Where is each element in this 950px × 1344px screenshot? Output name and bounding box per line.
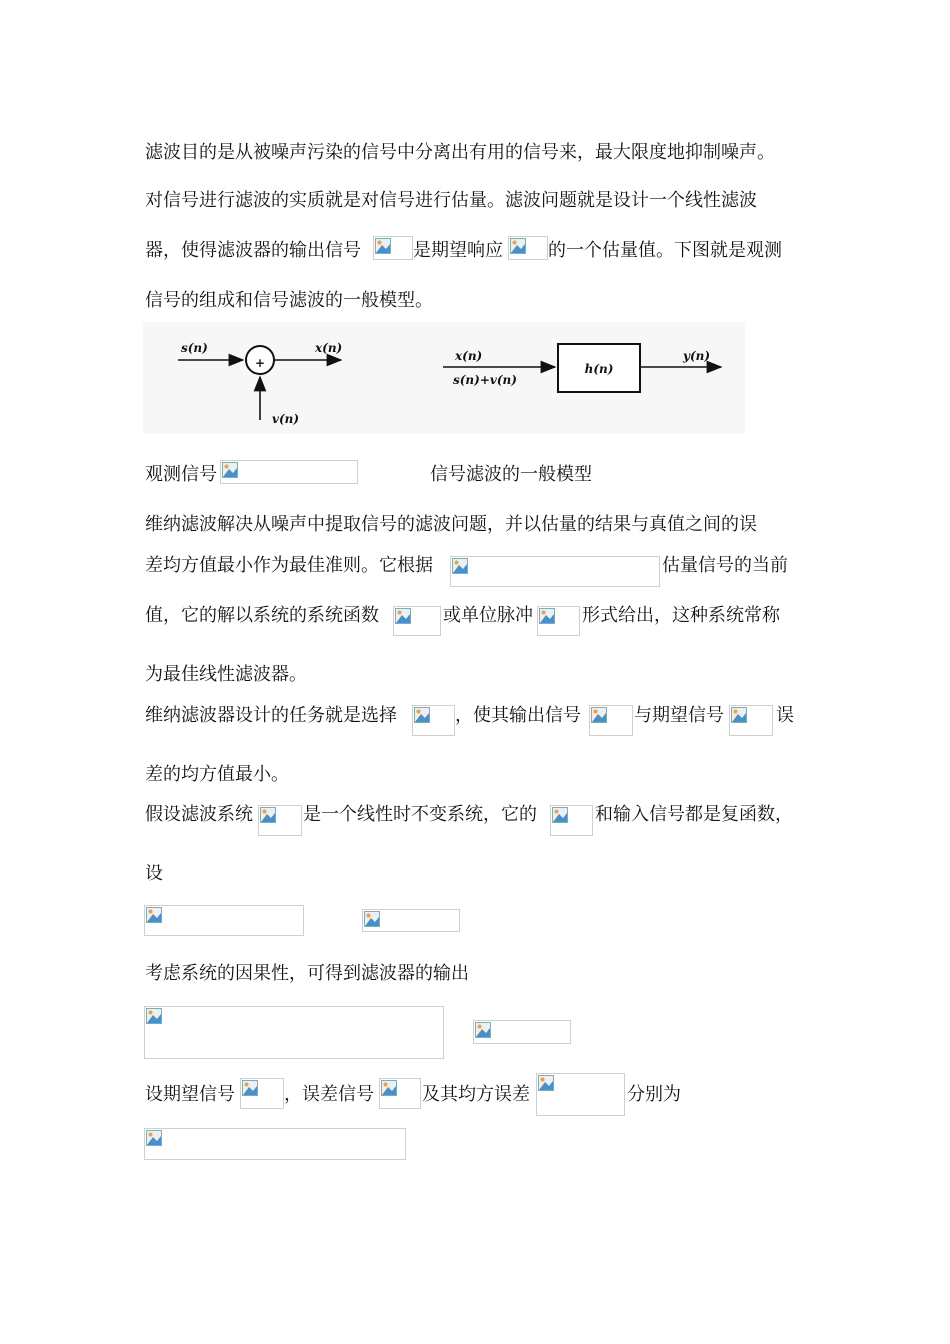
text-segment: 是期望响应 — [413, 240, 503, 261]
formula-image — [537, 606, 580, 636]
broken-image-icon — [242, 1080, 258, 1096]
formula-image — [393, 606, 441, 636]
formula-image — [536, 1073, 625, 1116]
formula-image — [550, 805, 593, 836]
formula-image — [144, 1006, 444, 1059]
paragraph-line-10: 差的均方值最小。 — [145, 764, 289, 785]
text-segment: 是一个线性时不变系统，它的 — [303, 804, 537, 825]
broken-image-icon — [538, 1075, 554, 1091]
label-x-n-out: x(n) — [315, 341, 343, 355]
broken-image-icon — [552, 807, 568, 823]
broken-image-icon — [146, 907, 162, 923]
text-segment: 差均方值最小作为最佳准则。它根据 — [145, 555, 433, 576]
formula-image — [362, 909, 460, 932]
label-x-n-in: x(n) — [455, 349, 483, 363]
signal-model-diagram — [143, 322, 745, 434]
caption-observation: 观测信号 — [145, 464, 217, 485]
text-segment: 的一个估量值。下图就是观测 — [548, 240, 782, 261]
broken-image-icon — [591, 707, 607, 723]
broken-image-icon — [395, 608, 411, 624]
formula-image — [473, 1020, 571, 1044]
paragraph-line-5: 维纳滤波解决从噪声中提取信号的滤波问题，并以估量的结果与真值之间的误 — [145, 514, 757, 535]
broken-image-icon — [731, 707, 747, 723]
broken-image-icon — [375, 238, 391, 254]
paragraph-line-4: 信号的组成和信号滤波的一般模型。 — [145, 290, 433, 311]
text-segment: 形式给出，这种系统常称 — [582, 605, 780, 626]
paragraph-line-13: 考虑系统的因果性，可得到滤波器的输出 — [145, 963, 469, 984]
formula-image — [729, 705, 773, 736]
broken-image-icon — [510, 238, 526, 254]
broken-image-icon — [146, 1008, 162, 1024]
adder-symbol: + — [254, 356, 266, 370]
text-segment: ，使其输出信号 — [455, 705, 581, 726]
broken-image-icon — [381, 1080, 397, 1096]
text-segment: 器，使得滤波器的输出信号 — [145, 240, 361, 261]
text-segment: ，误差信号 — [284, 1084, 374, 1105]
text-segment: 误 — [776, 705, 794, 726]
paragraph-line-2: 对信号进行滤波的实质就是对信号进行估量。滤波问题就是设计一个线性滤波 — [145, 190, 757, 211]
label-h-n: h(n) — [584, 362, 614, 376]
text-segment: 假设滤波系统 — [145, 804, 253, 825]
broken-image-icon — [452, 558, 468, 574]
paragraph-line-12: 设 — [145, 863, 163, 884]
broken-image-icon — [146, 1130, 162, 1146]
formula-image — [220, 460, 358, 484]
formula-image — [450, 556, 660, 587]
label-s-plus-v: s(n)+v(n) — [453, 373, 517, 387]
paragraph-line-8: 为最佳线性滤波器。 — [145, 664, 307, 685]
formula-image — [258, 805, 302, 836]
text-segment: 及其均方误差 — [422, 1084, 530, 1105]
broken-image-icon — [222, 462, 238, 478]
label-y-n: y(n) — [683, 349, 711, 363]
diagram-svg — [143, 322, 745, 434]
text-segment: 值，它的解以系统的系统函数 — [145, 605, 379, 626]
observation-model — [178, 341, 342, 426]
caption-filter-model: 信号滤波的一般模型 — [430, 464, 592, 485]
text-segment: 维纳滤波器设计的任务就是选择 — [145, 705, 397, 726]
broken-image-icon — [539, 608, 555, 624]
filter-model — [443, 344, 721, 392]
formula-image — [240, 1078, 284, 1109]
label-s-n: s(n) — [181, 341, 208, 355]
formula-image — [412, 705, 455, 736]
formula-image — [589, 705, 633, 736]
broken-image-icon — [475, 1022, 491, 1038]
formula-image — [144, 1128, 406, 1160]
formula-image — [379, 1078, 421, 1109]
formula-image — [144, 905, 304, 936]
formula-image — [508, 236, 548, 260]
label-v-n: v(n) — [272, 412, 300, 426]
text-segment: 与期望信号 — [634, 705, 724, 726]
text-segment: 估量信号的当前 — [662, 555, 788, 576]
paragraph-line-1: 滤波目的是从被噪声污染的信号中分离出有用的信号来，最大限度地抑制噪声。 — [145, 142, 775, 163]
text-segment: 设期望信号 — [145, 1084, 235, 1105]
formula-image — [373, 236, 413, 260]
text-segment: 和输入信号都是复函数， — [595, 804, 793, 825]
broken-image-icon — [260, 807, 276, 823]
broken-image-icon — [364, 911, 380, 927]
text-segment: 分别为 — [627, 1084, 681, 1105]
broken-image-icon — [414, 707, 430, 723]
text-segment: 或单位脉冲 — [443, 605, 533, 626]
